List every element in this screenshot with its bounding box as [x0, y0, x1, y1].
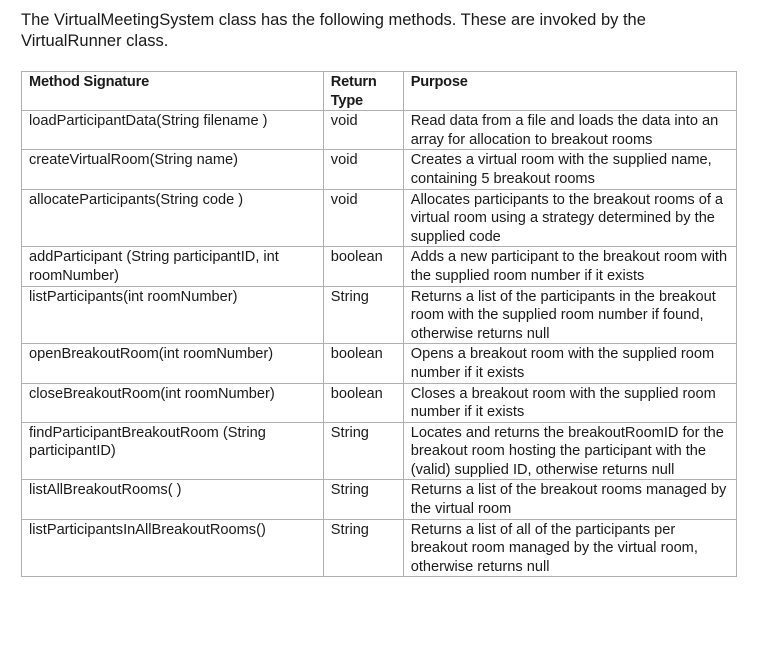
purpose-cell: Opens a breakout room with the supplied room number if it exists [403, 344, 736, 383]
return-type-cell: String [323, 286, 403, 344]
header-method-signature: Method Signature [22, 72, 324, 111]
method-signature-cell: addParticipant (String participantID, int roomNumber) [22, 247, 324, 286]
table-row [22, 189, 737, 247]
table-row [22, 111, 737, 150]
table-row [22, 422, 737, 480]
purpose-cell: Read data from a file and loads the data into an array for allocation to breakout rooms [403, 111, 736, 150]
header-return-type: Return Type [323, 72, 403, 111]
intro-paragraph: The VirtualMeetingSystem class has the following methods. These are invoked by the VirtualRunner class. [21, 11, 646, 50]
method-signature-cell: listParticipants(int roomNumber) [22, 286, 324, 344]
return-type-cell: String [323, 519, 403, 577]
purpose-cell: Allocates participants to the breakout rooms of a virtual room using a strategy determined by the supplied code [403, 189, 736, 247]
purpose-cell: Returns a list of the breakout rooms managed by the virtual room [403, 480, 736, 519]
header-purpose: Purpose [403, 72, 736, 111]
table-header-row [22, 72, 737, 111]
purpose-cell: Closes a breakout room with the supplied room number if it exists [403, 383, 736, 422]
method-signature-cell: loadParticipantData(String filename ) [22, 111, 324, 150]
return-type-cell: boolean [323, 344, 403, 383]
table-row [22, 344, 737, 383]
method-signature-cell: listAllBreakoutRooms( ) [22, 480, 324, 519]
purpose-cell: Returns a list of the participants in the breakout room with the supplied room number if found, otherwise returns null [403, 286, 736, 344]
purpose-cell: Locates and returns the breakoutRoomID for the breakout room hosting the participant with the (valid) supplied ID, otherwise returns null [403, 422, 736, 480]
method-signature-cell: listParticipantsInAllBreakoutRooms() [22, 519, 324, 577]
return-type-cell: void [323, 111, 403, 150]
methods-table [21, 71, 737, 577]
purpose-cell: Returns a list of all of the participants per breakout room managed by the virtual room, otherwise returns null [403, 519, 736, 577]
return-type-cell: String [323, 422, 403, 480]
method-signature-cell: allocateParticipants(String code ) [22, 189, 324, 247]
table-row [22, 383, 737, 422]
table-row [22, 286, 737, 344]
table-row [22, 480, 737, 519]
return-type-cell: void [323, 189, 403, 247]
table-row [22, 519, 737, 577]
return-type-cell: boolean [323, 383, 403, 422]
method-signature-cell: findParticipantBreakoutRoom (String participantID) [22, 422, 324, 480]
purpose-cell: Adds a new participant to the breakout room with the supplied room number if it exists [403, 247, 736, 286]
purpose-cell: Creates a virtual room with the supplied name, containing 5 breakout rooms [403, 150, 736, 189]
method-signature-cell: openBreakoutRoom(int roomNumber) [22, 344, 324, 383]
method-signature-cell: createVirtualRoom(String name) [22, 150, 324, 189]
table-row [22, 150, 737, 189]
method-signature-cell: closeBreakoutRoom(int roomNumber) [22, 383, 324, 422]
table-row [22, 247, 737, 286]
return-type-cell: boolean [323, 247, 403, 286]
return-type-cell: String [323, 480, 403, 519]
return-type-cell: void [323, 150, 403, 189]
